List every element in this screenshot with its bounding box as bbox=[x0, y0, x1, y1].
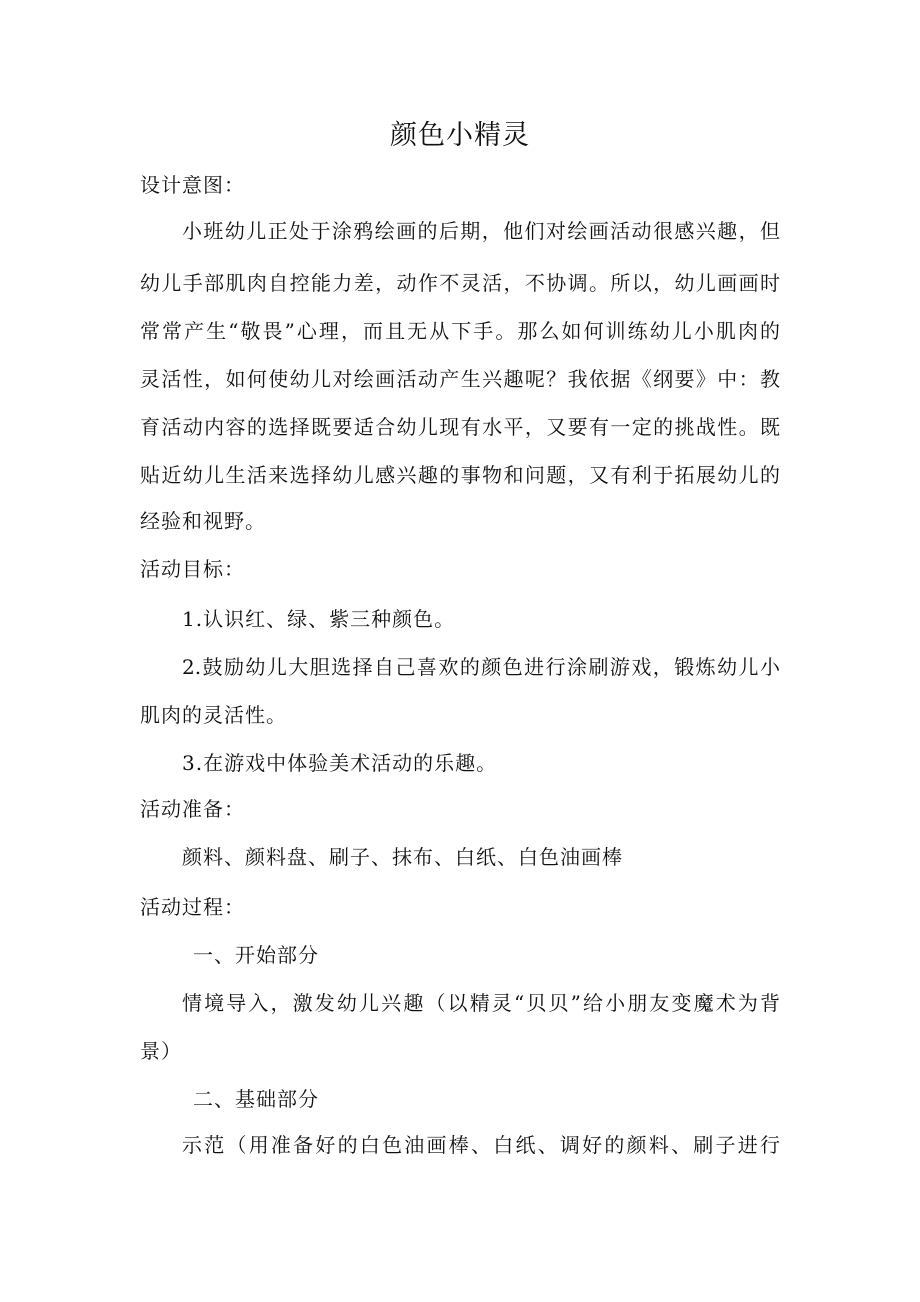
heading-activity-preparation: 活动准备： bbox=[140, 797, 245, 821]
section-heading-part-2: 二、基础部分 bbox=[193, 1087, 319, 1111]
paragraph-line: 景） bbox=[140, 1039, 182, 1063]
paragraph-line: 示范（用准备好的白色油画棒、白纸、调好的颜料、刷子进行 bbox=[182, 1133, 780, 1157]
goal-item-2-continued: 肌肉的灵活性。 bbox=[140, 703, 287, 727]
paragraph-line: 灵活性，如何使幼儿对绘画活动产生兴趣呢？我依据《纲要》中：教 bbox=[140, 367, 780, 391]
paragraph-line: 幼儿手部肌肉自控能力差，动作不灵活，不协调。所以，幼儿画画时 bbox=[140, 271, 780, 295]
paragraph-line: 常常产生“敬畏”心理，而且无从下手。那么如何训练幼儿小肌肉的 bbox=[140, 319, 780, 343]
goal-item-2: 2.鼓励幼儿大胆选择自己喜欢的颜色进行涂刷游戏，锻炼幼儿小 bbox=[182, 655, 780, 679]
document-title: 颜色小精灵 bbox=[390, 120, 530, 151]
heading-design-intent: 设计意图： bbox=[140, 173, 245, 197]
paragraph-line: 经验和视野。 bbox=[140, 509, 266, 533]
preparation-materials: 颜料、颜料盘、刷子、抹布、白纸、白色油画棒 bbox=[182, 845, 623, 869]
paragraph-line: 小班幼儿正处于涂鸦绘画的后期，他们对绘画活动很感兴趣，但 bbox=[182, 219, 780, 243]
heading-activity-process: 活动过程： bbox=[140, 895, 245, 919]
goal-item-3: 3.在游戏中体验美术活动的乐趣。 bbox=[182, 751, 498, 775]
goal-item-1: 1.认识红、绿、紫三种颜色。 bbox=[182, 607, 456, 631]
paragraph-line: 情境导入，激发幼儿兴趣（以精灵“贝贝”给小朋友变魔术为背 bbox=[182, 991, 780, 1015]
heading-activity-goals: 活动目标： bbox=[140, 557, 245, 581]
paragraph-line: 育活动内容的选择既要适合幼儿现有水平，又要有一定的挑战性。既 bbox=[140, 415, 780, 439]
section-heading-part-1: 一、开始部分 bbox=[193, 943, 319, 967]
paragraph-line: 贴近幼儿生活来选择幼儿感兴趣的事物和问题，又有利于拓展幼儿的 bbox=[140, 463, 780, 487]
